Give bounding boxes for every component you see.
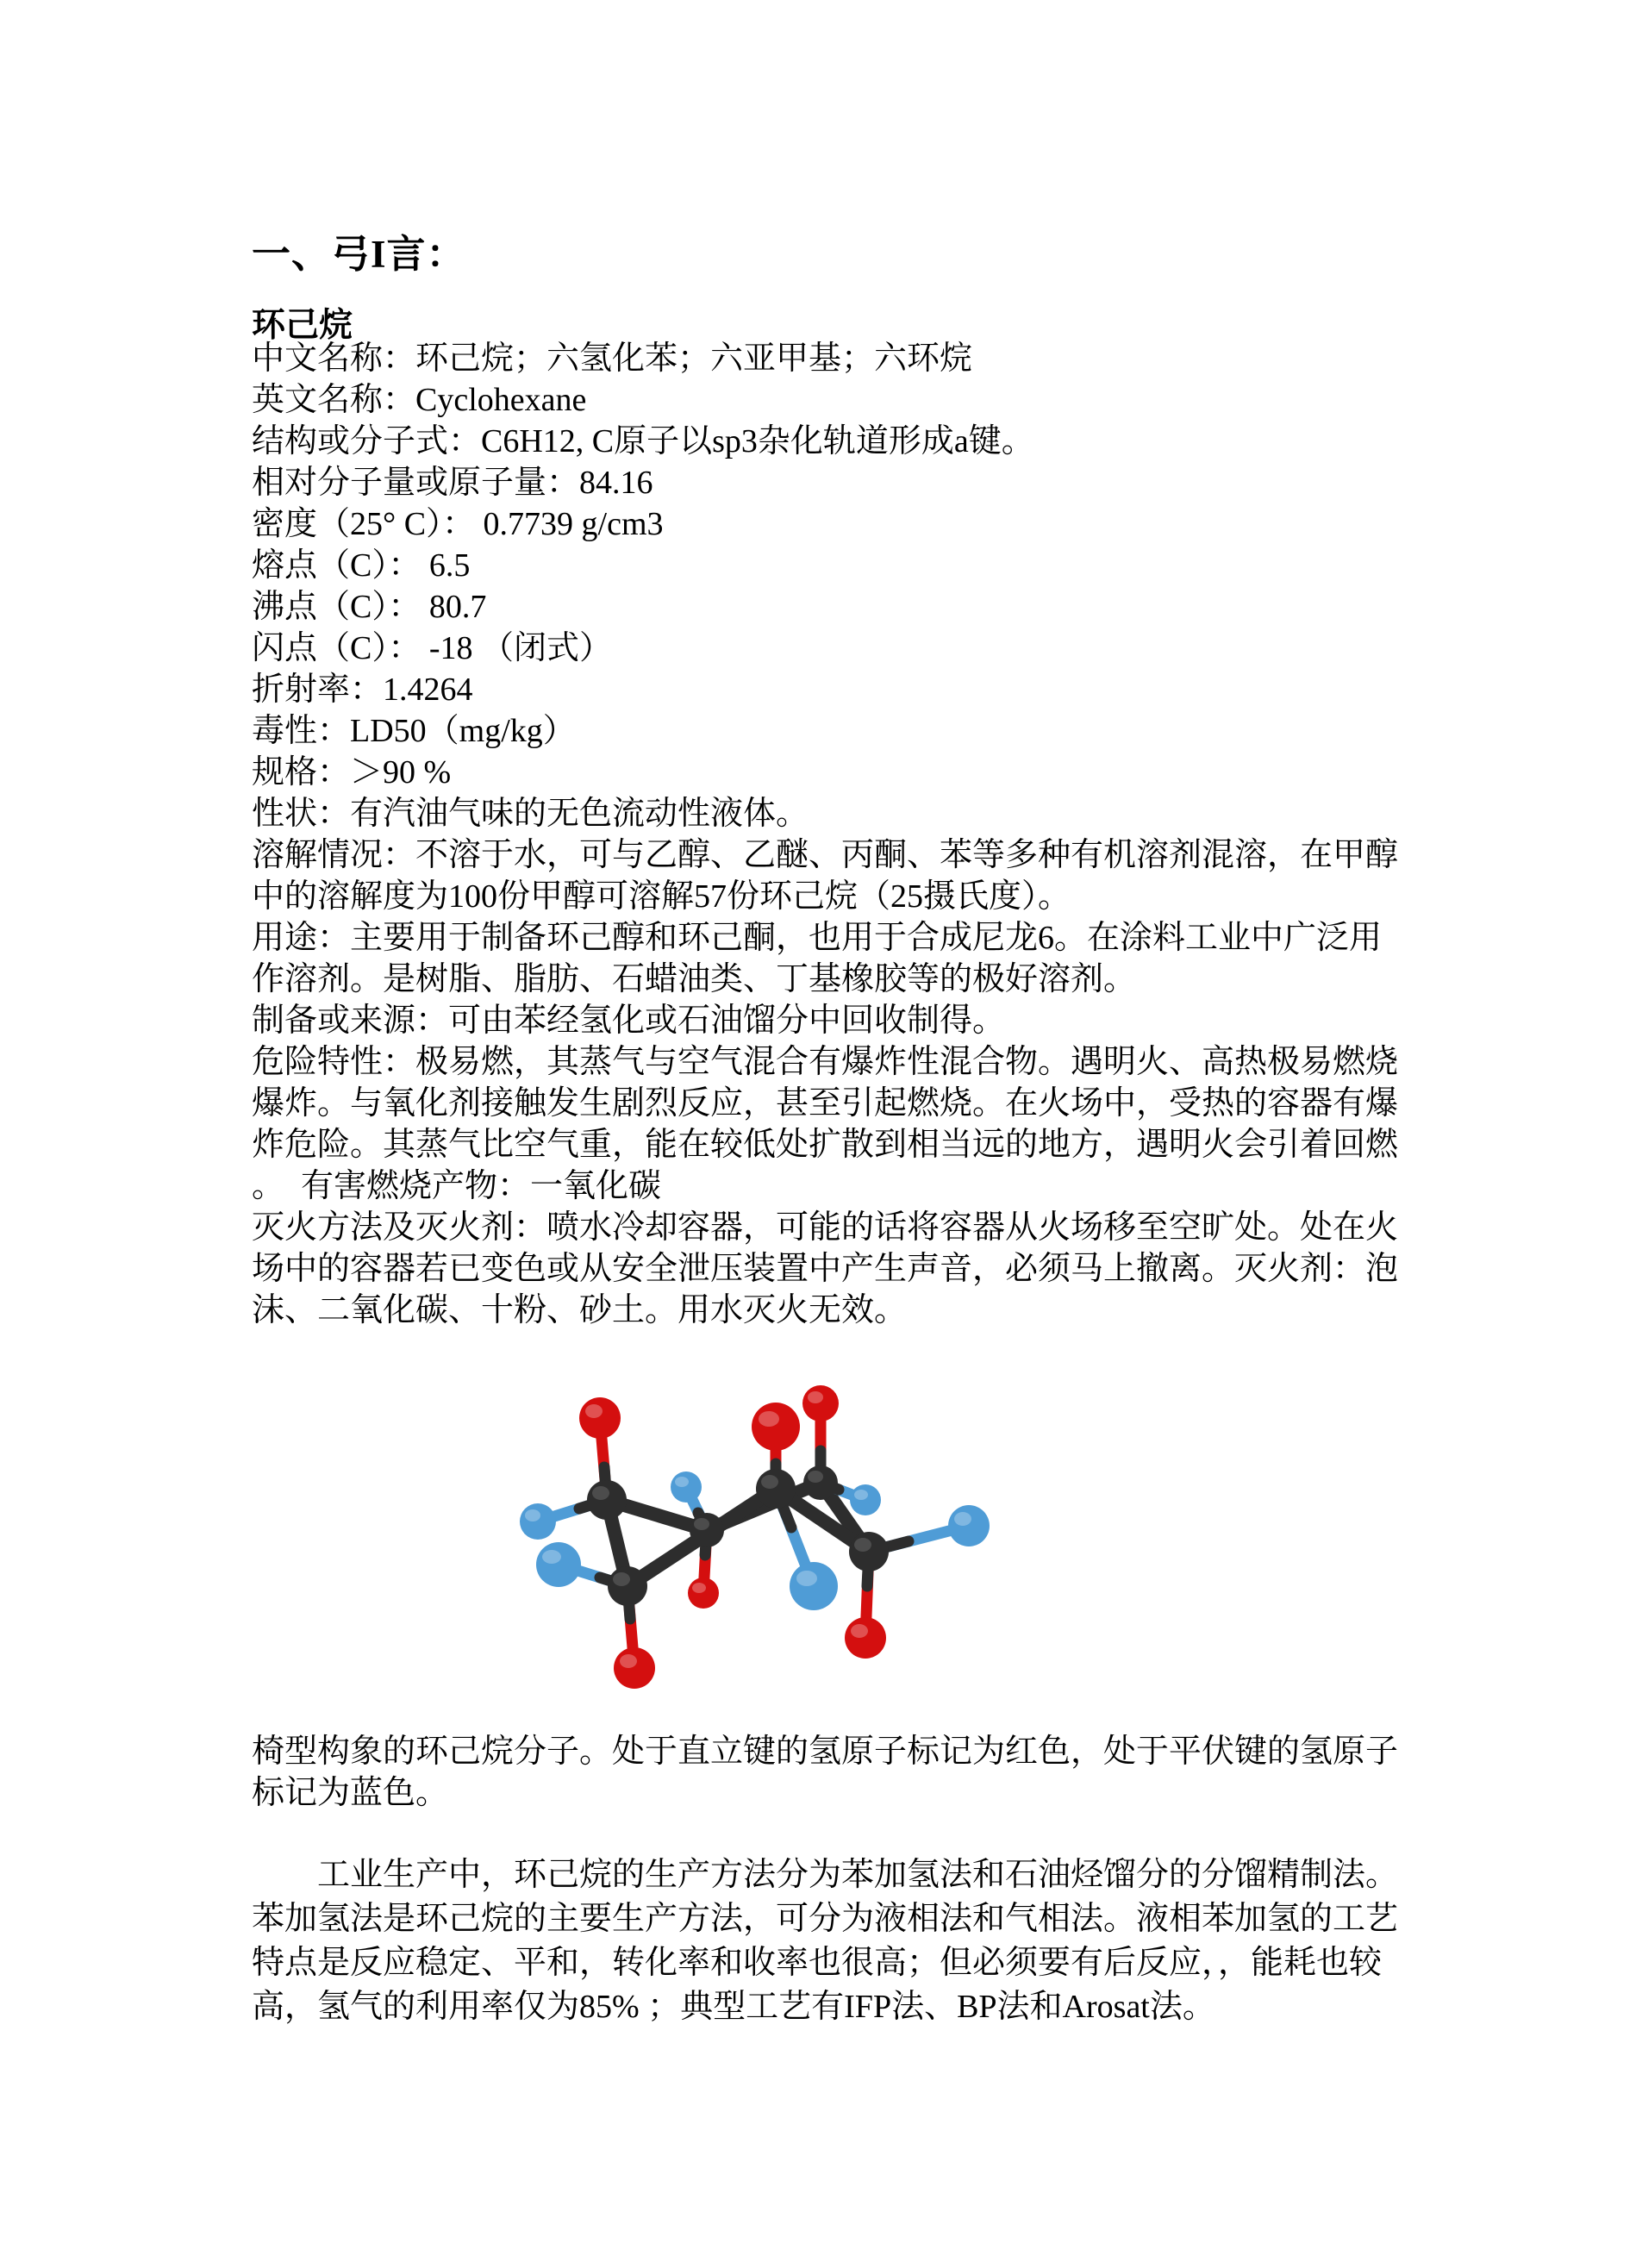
info-line: 毒性：LD50（mg/kg） (252, 713, 576, 749)
info-line: 制备或来源：可由苯经氢化或石油馏分中回收制得。 (252, 1003, 1006, 1039)
carbon-atom (849, 1532, 889, 1571)
axial-hydrogen-atom (802, 1385, 839, 1421)
equatorial-hydrogen-atom (536, 1542, 581, 1587)
caption-line: 标记为蓝色。 (252, 1775, 449, 1811)
info-line: 炸危险。其蒸气比空气重，能在较低处扩散到相当远的地方，遇明火会引着回燃 (252, 1127, 1399, 1163)
info-line: 爆炸。与氧化剂接触发生剧烈反应，甚至引起燃烧。在火场中，受热的容器有爆 (252, 1085, 1399, 1122)
carbon-atom (608, 1566, 647, 1606)
axial-hydrogen-atom (752, 1403, 800, 1451)
equatorial-hydrogen-atom (671, 1471, 702, 1503)
info-line: 作溶剂。是树脂、脂肪、石蜡油类、丁基橡胶等的极好溶剂。 (252, 961, 1137, 997)
section-title: 一、弓I言： (252, 233, 466, 276)
compound-info-block (252, 338, 1424, 1331)
axial-hydrogen-atom (688, 1578, 719, 1609)
axial-hydrogen-atom (614, 1647, 655, 1689)
caption-line: 椅型构象的环己烷分子。处于直立键的氢原子标记为红色，处于平伏键的氢原子 (252, 1734, 1399, 1770)
info-line: 密度（25° C）： 0.7739 g/cm3 (252, 506, 664, 542)
info-line: 相对分子量或原子量：84.16 (252, 465, 653, 501)
info-line: 场中的容器若已变色或从安全泄压装置中产生声音，必须马上撤离。灭火剂：泡 (252, 1251, 1399, 1287)
info-line: 折射率：1.4264 (252, 672, 473, 708)
info-line: 中的溶解度为100份甲醇可溶解57份环己烷（25摄氏度）。 (252, 878, 1071, 915)
axial-hydrogen-atom (579, 1397, 621, 1439)
info-line: 危险特性：极易燃，其蒸气与空气混合有爆炸性混合物。遇明火、高热极易燃烧 (252, 1044, 1399, 1080)
equatorial-hydrogen-atom (790, 1562, 838, 1610)
axial-hydrogen-atom (845, 1617, 886, 1659)
carbon-atom (690, 1513, 724, 1547)
info-line: 。 有害燃烧产物：一氧化碳 (252, 1168, 662, 1204)
molecule-figure (479, 1372, 1036, 1733)
para-line: 苯加氢法是环己烷的主要生产方法，可分为液相法和气相法。液相苯加氢的工艺 (252, 1901, 1399, 1937)
equatorial-hydrogen-atom (520, 1503, 556, 1540)
para-line: 特点是反应稳定、平和，转化率和收率也很高；但必须要有后反应，，能耗也较 (252, 1945, 1383, 1981)
info-line: 性状：有汽油气味的无色流动性液体。 (252, 796, 809, 832)
carbon-atom (587, 1480, 627, 1520)
info-line: 熔点（C）： 6.5 (252, 547, 471, 584)
carbon-atom (756, 1469, 796, 1509)
info-line: 规格：＞90 % (252, 754, 452, 790)
info-line: 溶解情况：不溶于水，可与乙醇、乙醚、丙酮、苯等多种有机溶剂混溶，在甲醇 (252, 837, 1399, 873)
info-line: 中文名称：环己烷；六氢化苯；六亚甲基；六环烷 (252, 341, 973, 377)
figure-caption (252, 1731, 1424, 1814)
compound-heading: 环己烷 (252, 307, 353, 344)
info-line: 沸点（C）： 80.7 (252, 589, 487, 625)
molecule-bonds (538, 1403, 969, 1668)
equatorial-hydrogen-atom (850, 1484, 881, 1515)
info-line: 沫、二氧化碳、十粉、砂土。用水灭火无效。 (252, 1292, 908, 1328)
info-line: 用途：主要用于制备环己醇和环己酮，也用于合成尼龙6。在涂料工业中广泛用 (252, 920, 1383, 956)
para-line: 工业生产中，环己烷的生产方法分为苯加氢法和石油烃馏分的分馏精制法。 (252, 1857, 1399, 1893)
info-line: 灭火方法及灭火剂：喷水冷却容器，可能的话将容器从火场移至空旷处。处在火 (252, 1209, 1399, 1246)
equatorial-hydrogen-atom (948, 1505, 990, 1546)
carbon-atom (803, 1465, 838, 1500)
production-paragraph (252, 1853, 1424, 2029)
info-line: 英文名称：Cyclohexane (252, 382, 587, 418)
info-line: 结构或分子式：C6H12, C原子以sp3杂化轨道形成a键。 (252, 423, 1034, 459)
info-line: 闪点（C）： -18 （闭式） (252, 630, 613, 666)
cyclohexane-molecule-image (479, 1372, 1036, 1733)
para-line: 高，氢气的利用率仅为85% ；典型工艺有IFP法、BP法和Arosat法。 (252, 1989, 1215, 2025)
